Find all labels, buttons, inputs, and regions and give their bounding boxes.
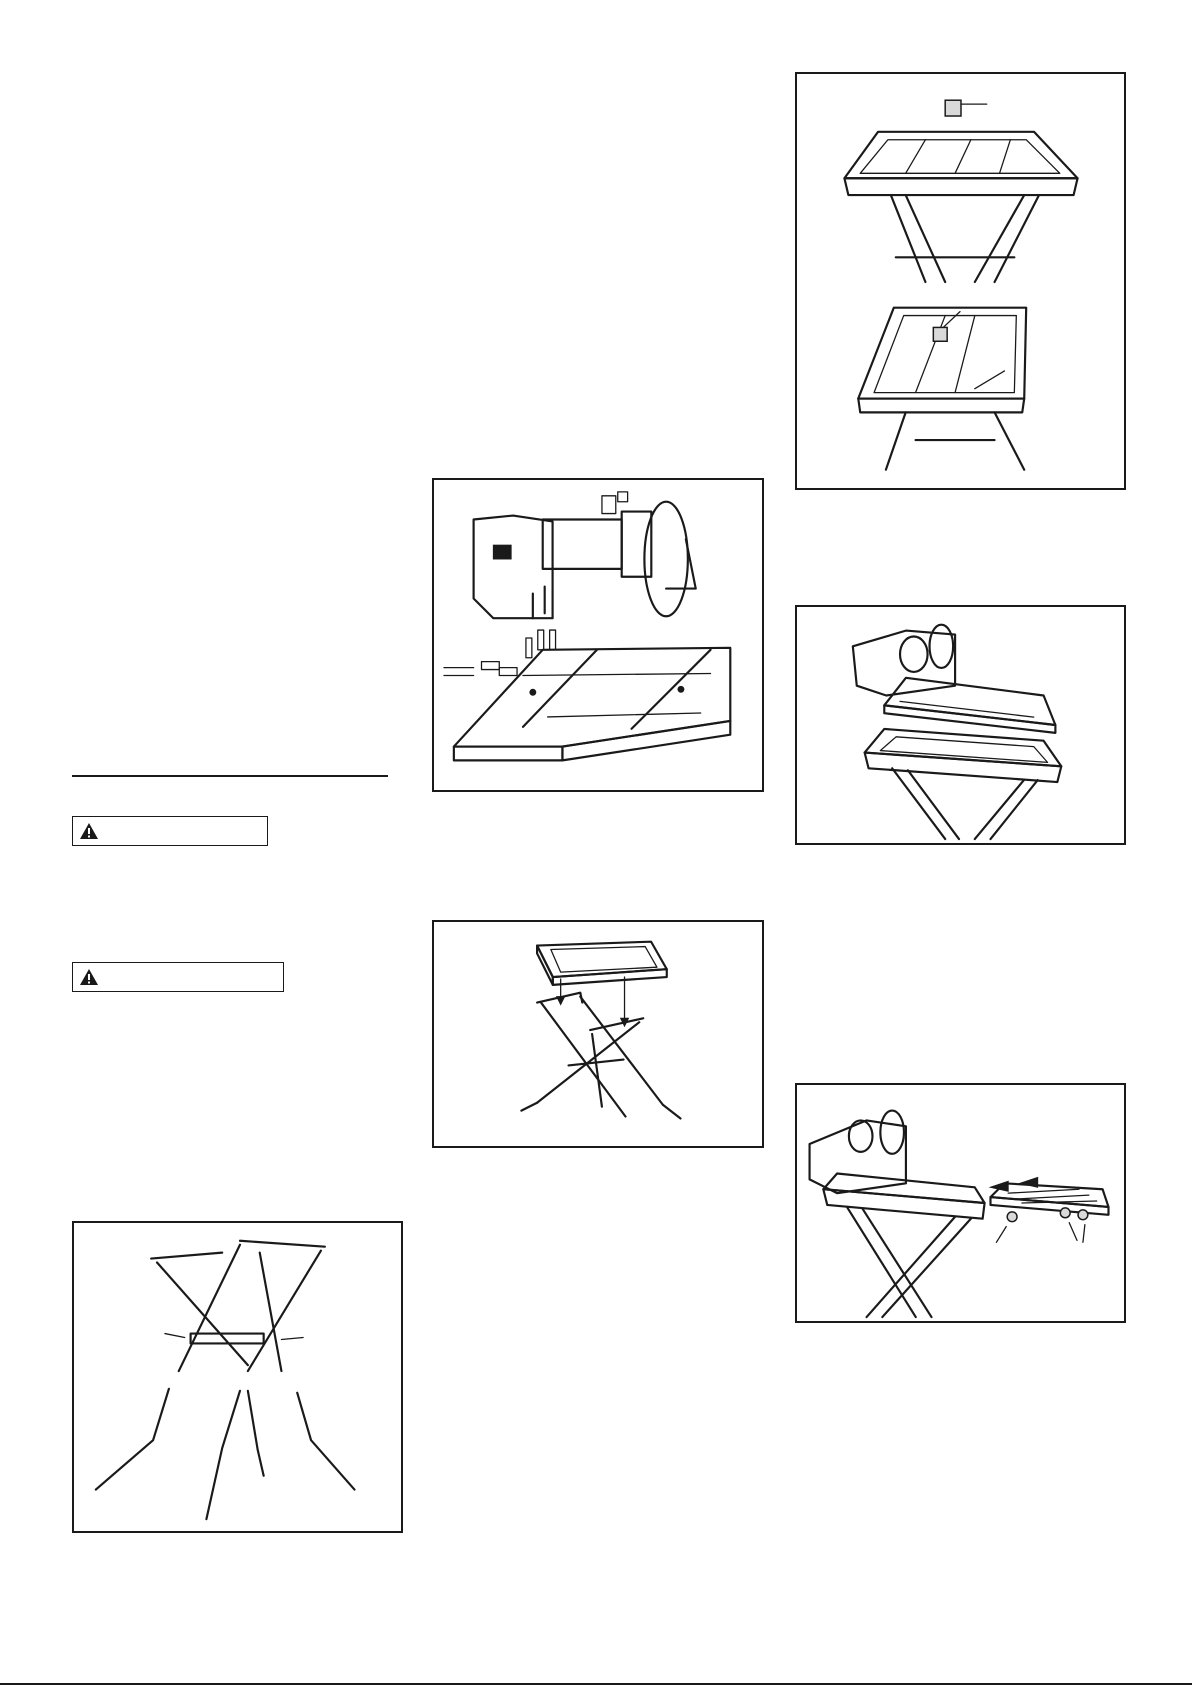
illustration-tray-connector-blocks: [797, 74, 1124, 488]
legs-drawing: [96, 1389, 355, 1519]
illustration-motor-frame-assembly: [434, 480, 762, 790]
motor-carriage-drawing: [853, 625, 1056, 733]
pins-drawing: [444, 587, 556, 676]
illustration-tray-onto-stand: [434, 922, 762, 1146]
figure-stand-legs: [72, 1221, 403, 1533]
stand-tray-drawing: [865, 729, 1062, 839]
stand-top-drawing: [151, 1241, 325, 1371]
warning-triangle-icon: [79, 822, 99, 840]
warning-triangle-icon: [79, 968, 99, 986]
figure-tray-onto-stand: [432, 920, 764, 1148]
section-divider: [72, 775, 388, 777]
tray-drawing: [537, 942, 667, 985]
connector-block-installed-icon: [933, 327, 947, 341]
motor-head-drawing: [474, 492, 696, 618]
connector-block-icon: [945, 100, 961, 116]
tray-upper-drawing: [844, 100, 1077, 282]
saw-on-stand-drawing: [810, 1111, 985, 1318]
switch-icon: [493, 545, 511, 559]
illustration-stand-legs: [74, 1223, 401, 1531]
rail-frame-drawing: [454, 648, 730, 761]
folding-stand-drawing: [521, 993, 680, 1119]
figure-extension-table: [795, 1083, 1126, 1323]
figure-motor-on-tray: [795, 605, 1126, 845]
figure-tray-connector-blocks: [795, 72, 1126, 490]
extension-table-drawing: [990, 1183, 1108, 1242]
figure-motor-frame-assembly: [432, 478, 764, 792]
warning-box: [72, 816, 268, 846]
illustration-motor-on-tray: [797, 607, 1124, 843]
illustration-extension-table: [797, 1085, 1124, 1321]
tray-lower-drawing: [858, 308, 1026, 470]
warning-box: [72, 962, 284, 992]
